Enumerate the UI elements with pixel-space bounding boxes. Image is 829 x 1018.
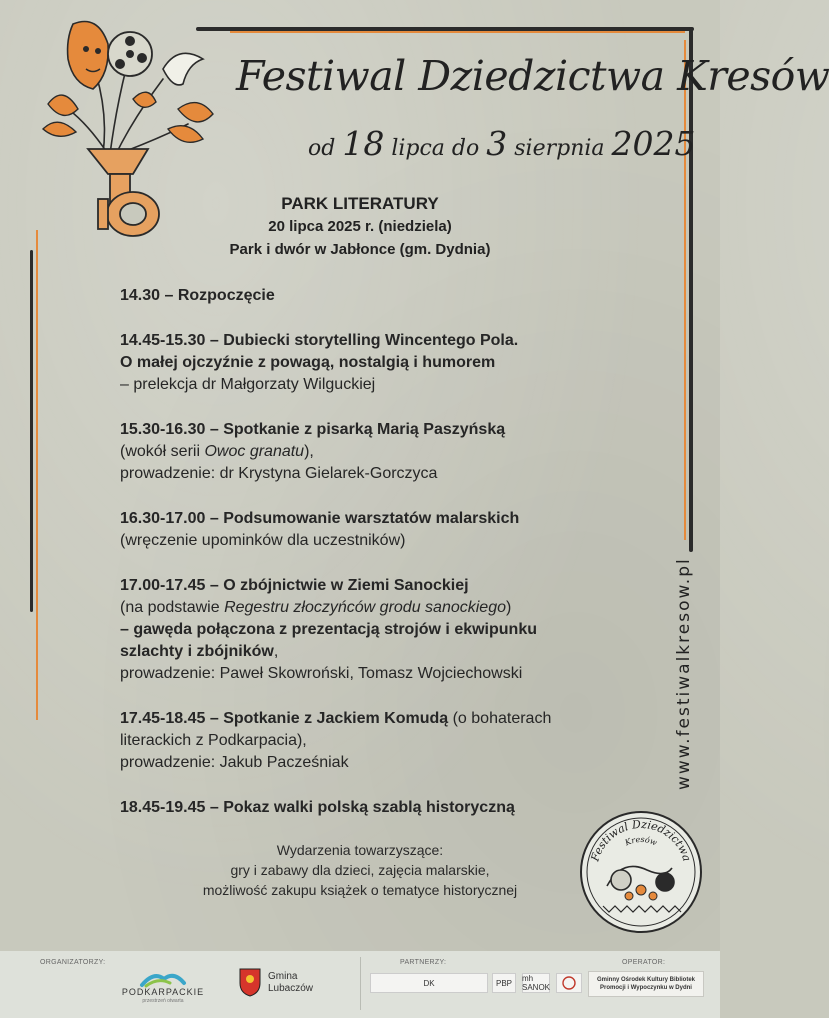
podkarpackie-tagline: przestrzeń otwarta xyxy=(142,998,184,1004)
gmina-word: Gmina xyxy=(268,971,298,982)
program-item-komuda: 17.45-18.45 – Spotkanie z Jackiem Komudą (o bohaterach literackich z Podkarpacia), prowadzenie: Jakub Pacześniak xyxy=(120,708,665,774)
podkarpackie-name: PODKARPACKIE xyxy=(121,987,205,997)
operator-label: OPERATOR: xyxy=(622,959,666,966)
program-item-subtitle-cont: szlachty i zbójników xyxy=(120,643,274,660)
program-item-title: 17.45-18.45 – Spotkanie z Jackiem Komudą xyxy=(120,710,449,727)
stamp-text-top: Festiwal Dziedzictwa xyxy=(588,817,694,863)
gmina-name: Lubaczów xyxy=(268,983,314,994)
side-events-line: gry i zabawy dla dzieci, zajęcia malarskie, xyxy=(230,862,490,878)
festival-stamp-logo xyxy=(577,808,705,936)
festival-website-link[interactable]: www.festiwalkresow.pl xyxy=(674,557,694,790)
bird-icon xyxy=(163,53,203,85)
side-events-title: Wydarzenia towarzyszące: xyxy=(276,842,444,858)
date-year: 2025 xyxy=(611,124,696,163)
frame-accent-right xyxy=(684,40,686,540)
program-item-storytelling xyxy=(120,330,665,396)
frame-line-left xyxy=(30,250,33,612)
program-item-host: prowadzenie: Jakub Pacześniak xyxy=(120,754,349,771)
gmina-lubaczow-logo xyxy=(238,963,328,1003)
partners-label: PARTNERZY: xyxy=(400,959,447,966)
date-from-month: lipca xyxy=(391,136,445,161)
program-item-desc: (wokół serii Owoc granatu), xyxy=(120,443,314,460)
footer-separator xyxy=(360,957,361,1010)
event-title: PARK LITERATURY xyxy=(281,194,439,213)
program-item-title: 14.30 – Rozpoczęcie xyxy=(120,287,275,304)
coat-of-arms-icon xyxy=(238,967,262,997)
program-item-desc: (na podstawie Regestru złoczyńców grodu sanockiego) xyxy=(120,599,512,616)
program-list xyxy=(120,285,665,842)
festival-title: Festiwal Dziedzictwa Kresów xyxy=(236,52,829,100)
program-item-title: 14.45-15.30 – Dubiecki storytelling Wincentego Pola. xyxy=(120,332,519,349)
tuba-icon xyxy=(88,149,159,236)
podkarpackie-mountains-icon xyxy=(140,969,186,987)
sponsors-footer xyxy=(0,951,720,1018)
program-item-desc: (wręczenie upominków dla uczestników) xyxy=(120,532,406,549)
book-series-title: Owoc granatu xyxy=(204,443,305,460)
partner-logo-strip xyxy=(370,973,488,993)
program-item-title: 17.00-17.45 – O zbójnictwie w Ziemi Sanockiej xyxy=(120,577,469,594)
frame-accent-left xyxy=(36,230,38,720)
program-item-desc: literackich z Podkarpacia), xyxy=(120,732,307,749)
date-to-word: do xyxy=(451,136,480,161)
source-title: Regestru złoczyńców grodu sanockiego xyxy=(224,599,506,616)
program-item-paszynska xyxy=(120,419,665,485)
event-header xyxy=(150,193,570,261)
event-place: Park i dwór w Jabłonce (gm. Dydnia) xyxy=(229,241,491,258)
partner-mh-sanok-logo: mh SANOK xyxy=(522,974,551,992)
program-item-host: prowadzenie: Paweł Skowroński, Tomasz Wojciechowski xyxy=(120,665,523,682)
flower-right-icon xyxy=(178,103,213,122)
partner-emblem-logo xyxy=(556,973,582,993)
side-events-line: możliwość zakupu książek o tematyce historycznej xyxy=(202,882,518,898)
program-item-opening xyxy=(120,285,665,307)
partner-dk-logo: DK xyxy=(423,978,435,988)
side-events xyxy=(150,840,570,900)
event-date: 20 lipca 2025 r. (niedziela) xyxy=(268,218,452,235)
program-item-host: prowadzenie: dr Krystyna Gielarek-Gorczyca xyxy=(120,465,438,482)
frame-line-right xyxy=(689,27,693,552)
date-from-word: od xyxy=(308,136,336,161)
date-to-month: sierpnia xyxy=(514,136,605,161)
organizers-label: ORGANIZATORZY: xyxy=(40,959,106,966)
flower-left-icon xyxy=(48,95,78,115)
program-item-title: 15.30-16.30 – Spotkanie z pisarką Marią Paszyńską xyxy=(120,421,506,438)
mask-icon xyxy=(68,22,109,90)
program-item-title: 18.45-19.45 – Pokaz walki polską szablą historyczną xyxy=(120,799,515,816)
stamp-text-bottom: Kresów xyxy=(623,834,659,848)
frame-accent-top xyxy=(230,31,685,33)
podkarpackie-logo xyxy=(118,965,208,1005)
date-to-day: 3 xyxy=(486,124,508,163)
festival-dates xyxy=(308,124,696,163)
program-item-workshop-summary xyxy=(120,508,665,552)
program-item-subtitle: – gawęda połączona z prezentacją strojów i ekwipunku xyxy=(120,621,537,638)
date-from-day: 18 xyxy=(342,124,385,163)
program-item-title: 16.30-17.00 – Podsumowanie warsztatów malarskich xyxy=(120,510,520,527)
partner-emblem-icon xyxy=(562,976,576,990)
operator-logo: Gminny Ośrodek Kultury Bibliotek Promocji i Wypoczynku w Dydni xyxy=(588,971,704,997)
partner-pbp-logo: PBP xyxy=(492,973,516,993)
program-item-desc: – prelekcja dr Małgorzaty Wilguckiej xyxy=(120,376,376,393)
program-item-zbojnictwo: 17.00-17.45 – O zbójnictwie w Ziemi Sanockiej (na podstawie Regestru złoczyńców grodu sanockiego) – gawęda połączona z prezentacją strojów i ekwipunku szlachty i zbójników, prowadzenie: Paweł Skowroński, Tomasz Wojciechowski xyxy=(120,575,665,685)
program-item-subtitle: O małej ojczyźnie z powagą, nostalgią i humorem xyxy=(120,354,496,371)
